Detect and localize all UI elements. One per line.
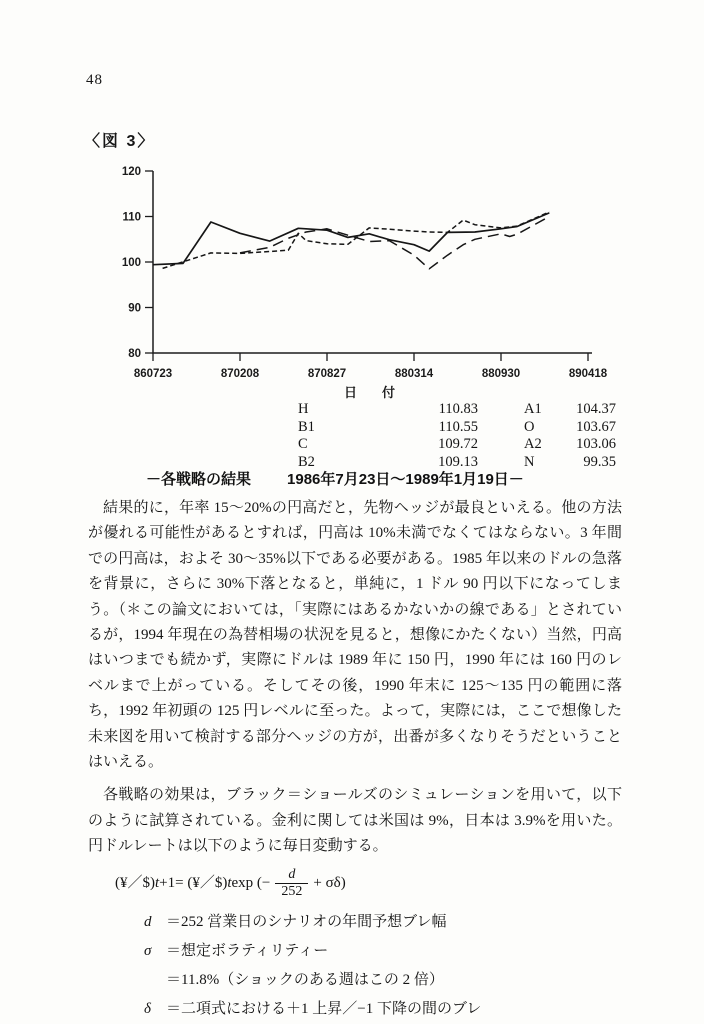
definition-text: ＝11.8%（ショックのある週はこの 2 倍） [166, 971, 444, 988]
definition-text: ＝252 営業日のシナリオの年間予想ブレ幅 [166, 913, 447, 930]
legend-column [524, 401, 616, 471]
definition-row [144, 966, 622, 995]
legend-strategy-label: B1 [298, 418, 315, 435]
legend-row [524, 401, 616, 419]
legend-strategy-label: N [524, 453, 535, 470]
legend-strategy-label: H [298, 401, 309, 417]
x-tick-label: 880314 [394, 368, 434, 380]
legend-row [298, 401, 478, 419]
legend-strategy-value: 103.06 [576, 436, 616, 452]
y-tick-label: 90 [128, 302, 141, 315]
chart-axes [153, 171, 592, 353]
definition-term: d [144, 913, 152, 930]
legend-strategy-label: C [298, 436, 308, 452]
formula-post: + σδ) [313, 874, 346, 891]
legend-row [524, 419, 616, 437]
y-tick-label: 100 [121, 257, 141, 269]
definition-term [144, 966, 166, 995]
figure-caption [146, 468, 524, 489]
legend-strategy-value: 110.55 [438, 418, 478, 435]
legend-strategy-value: 103.67 [576, 418, 616, 435]
figure-label: 〈図 3〉 [84, 133, 156, 150]
formula-t1: t [155, 874, 160, 891]
legend-strategy-value: 109.72 [438, 436, 478, 452]
formula-definitions [144, 908, 622, 1024]
y-tick-label: 120 [121, 166, 141, 178]
series-solid-line [153, 213, 549, 265]
legend-strategy-label: B2 [298, 453, 315, 470]
x-tick-label: 870827 [307, 368, 347, 380]
legend-strategy-value: 110.83 [438, 401, 478, 417]
paragraph-results: 結果的に，年率 15～20%の円高だと，先物ヘッジが最良といえる。他の方法が優れる可能性があるとすれば，円高は 10%未満でなくてはならない。3 年間での円高は，およそ 30～35%以下である必要がある。1985 年以来のドルの急落を背景に，さらに 30%下落となると，単純に，1 ドル 90 円以下になってしまう。（＊この論文においては，「実際にはあるかないかの線である」とされているが，1994 年現在の為替相場の状況を見ると，想像にかたくない）当然，円高はいつまでも続かず，実際にドルは 1989 年に 150 円，1990 年には 160 円のレベルまで上がっている。そしてその後，1990 年末に 125～135 円の範囲に落ち，1992 年初頭の 125 円レベルに至った。よって，実際には，ここで想像した未来図を用いて検討する部分ヘッジの方が，出番が多くなりそうだということはいえる。 [88, 500, 622, 771]
formula-fraction-denominator: 252 [281, 883, 303, 899]
figure-caption-daterange: 1986年7月23日～1989年1月19日－ [287, 471, 524, 488]
definition-term: σ [144, 942, 152, 959]
formula-mid2: exp (− [231, 874, 271, 891]
formula-pre: (¥／$) [115, 874, 155, 891]
legend-strategy-label: A2 [524, 436, 542, 452]
legend-row [524, 454, 616, 472]
definition-row [144, 937, 622, 966]
legend-strategy-value: 104.37 [576, 401, 616, 417]
y-tick-label: 110 [122, 211, 141, 224]
definition-row [144, 908, 622, 937]
figure-caption-title: －各戦略の結果 [146, 471, 252, 488]
x-tick-label: 890418 [568, 368, 608, 380]
formula-mid1: +1= (¥／$) [159, 874, 228, 891]
legend-strategy-label: O [524, 418, 535, 435]
figure-chart-svg [104, 158, 614, 408]
y-tick-label: 80 [128, 348, 141, 360]
x-tick-label: 880930 [481, 368, 521, 380]
definition-text: ＝想定ボラティリティー [166, 942, 329, 959]
x-tick-label: 870208 [220, 368, 260, 380]
legend-strategy-value: 99.35 [583, 453, 616, 470]
legend-row [524, 436, 616, 454]
legend-column [298, 401, 478, 471]
definition-row [144, 995, 622, 1024]
x-tick-label: 860723 [133, 368, 173, 380]
legend-row [298, 419, 478, 437]
paragraph-simulation: 各戦略の効果は，ブラック＝ショールズのシミュレーションを用いて，以下のように試算されている。金利に関しては米国は 9%，日本は 3.9%を用いた。円ドルレートは以下のように毎日変動する。 [88, 787, 622, 855]
x-axis-label: 日 付 [343, 385, 402, 400]
figure-chart [104, 158, 614, 408]
series-long-dash-line [240, 217, 549, 269]
definition-text: ＝二項式における＋1 上昇／−1 下降の間のブレ [166, 1000, 482, 1017]
legend-strategy-value: 109.13 [438, 453, 478, 470]
series-short-dash-line [163, 212, 550, 269]
formula-t2: t [227, 874, 232, 891]
exchange-rate-formula [115, 867, 622, 900]
formula-fraction [275, 867, 308, 900]
formula-fraction-numerator: d [275, 867, 308, 884]
figure-legend [298, 401, 616, 471]
body-text [88, 496, 622, 1024]
page-number: 48 [86, 72, 103, 88]
legend-row [298, 436, 478, 454]
definition-term: δ [144, 1000, 151, 1017]
legend-strategy-label: A1 [524, 401, 542, 417]
